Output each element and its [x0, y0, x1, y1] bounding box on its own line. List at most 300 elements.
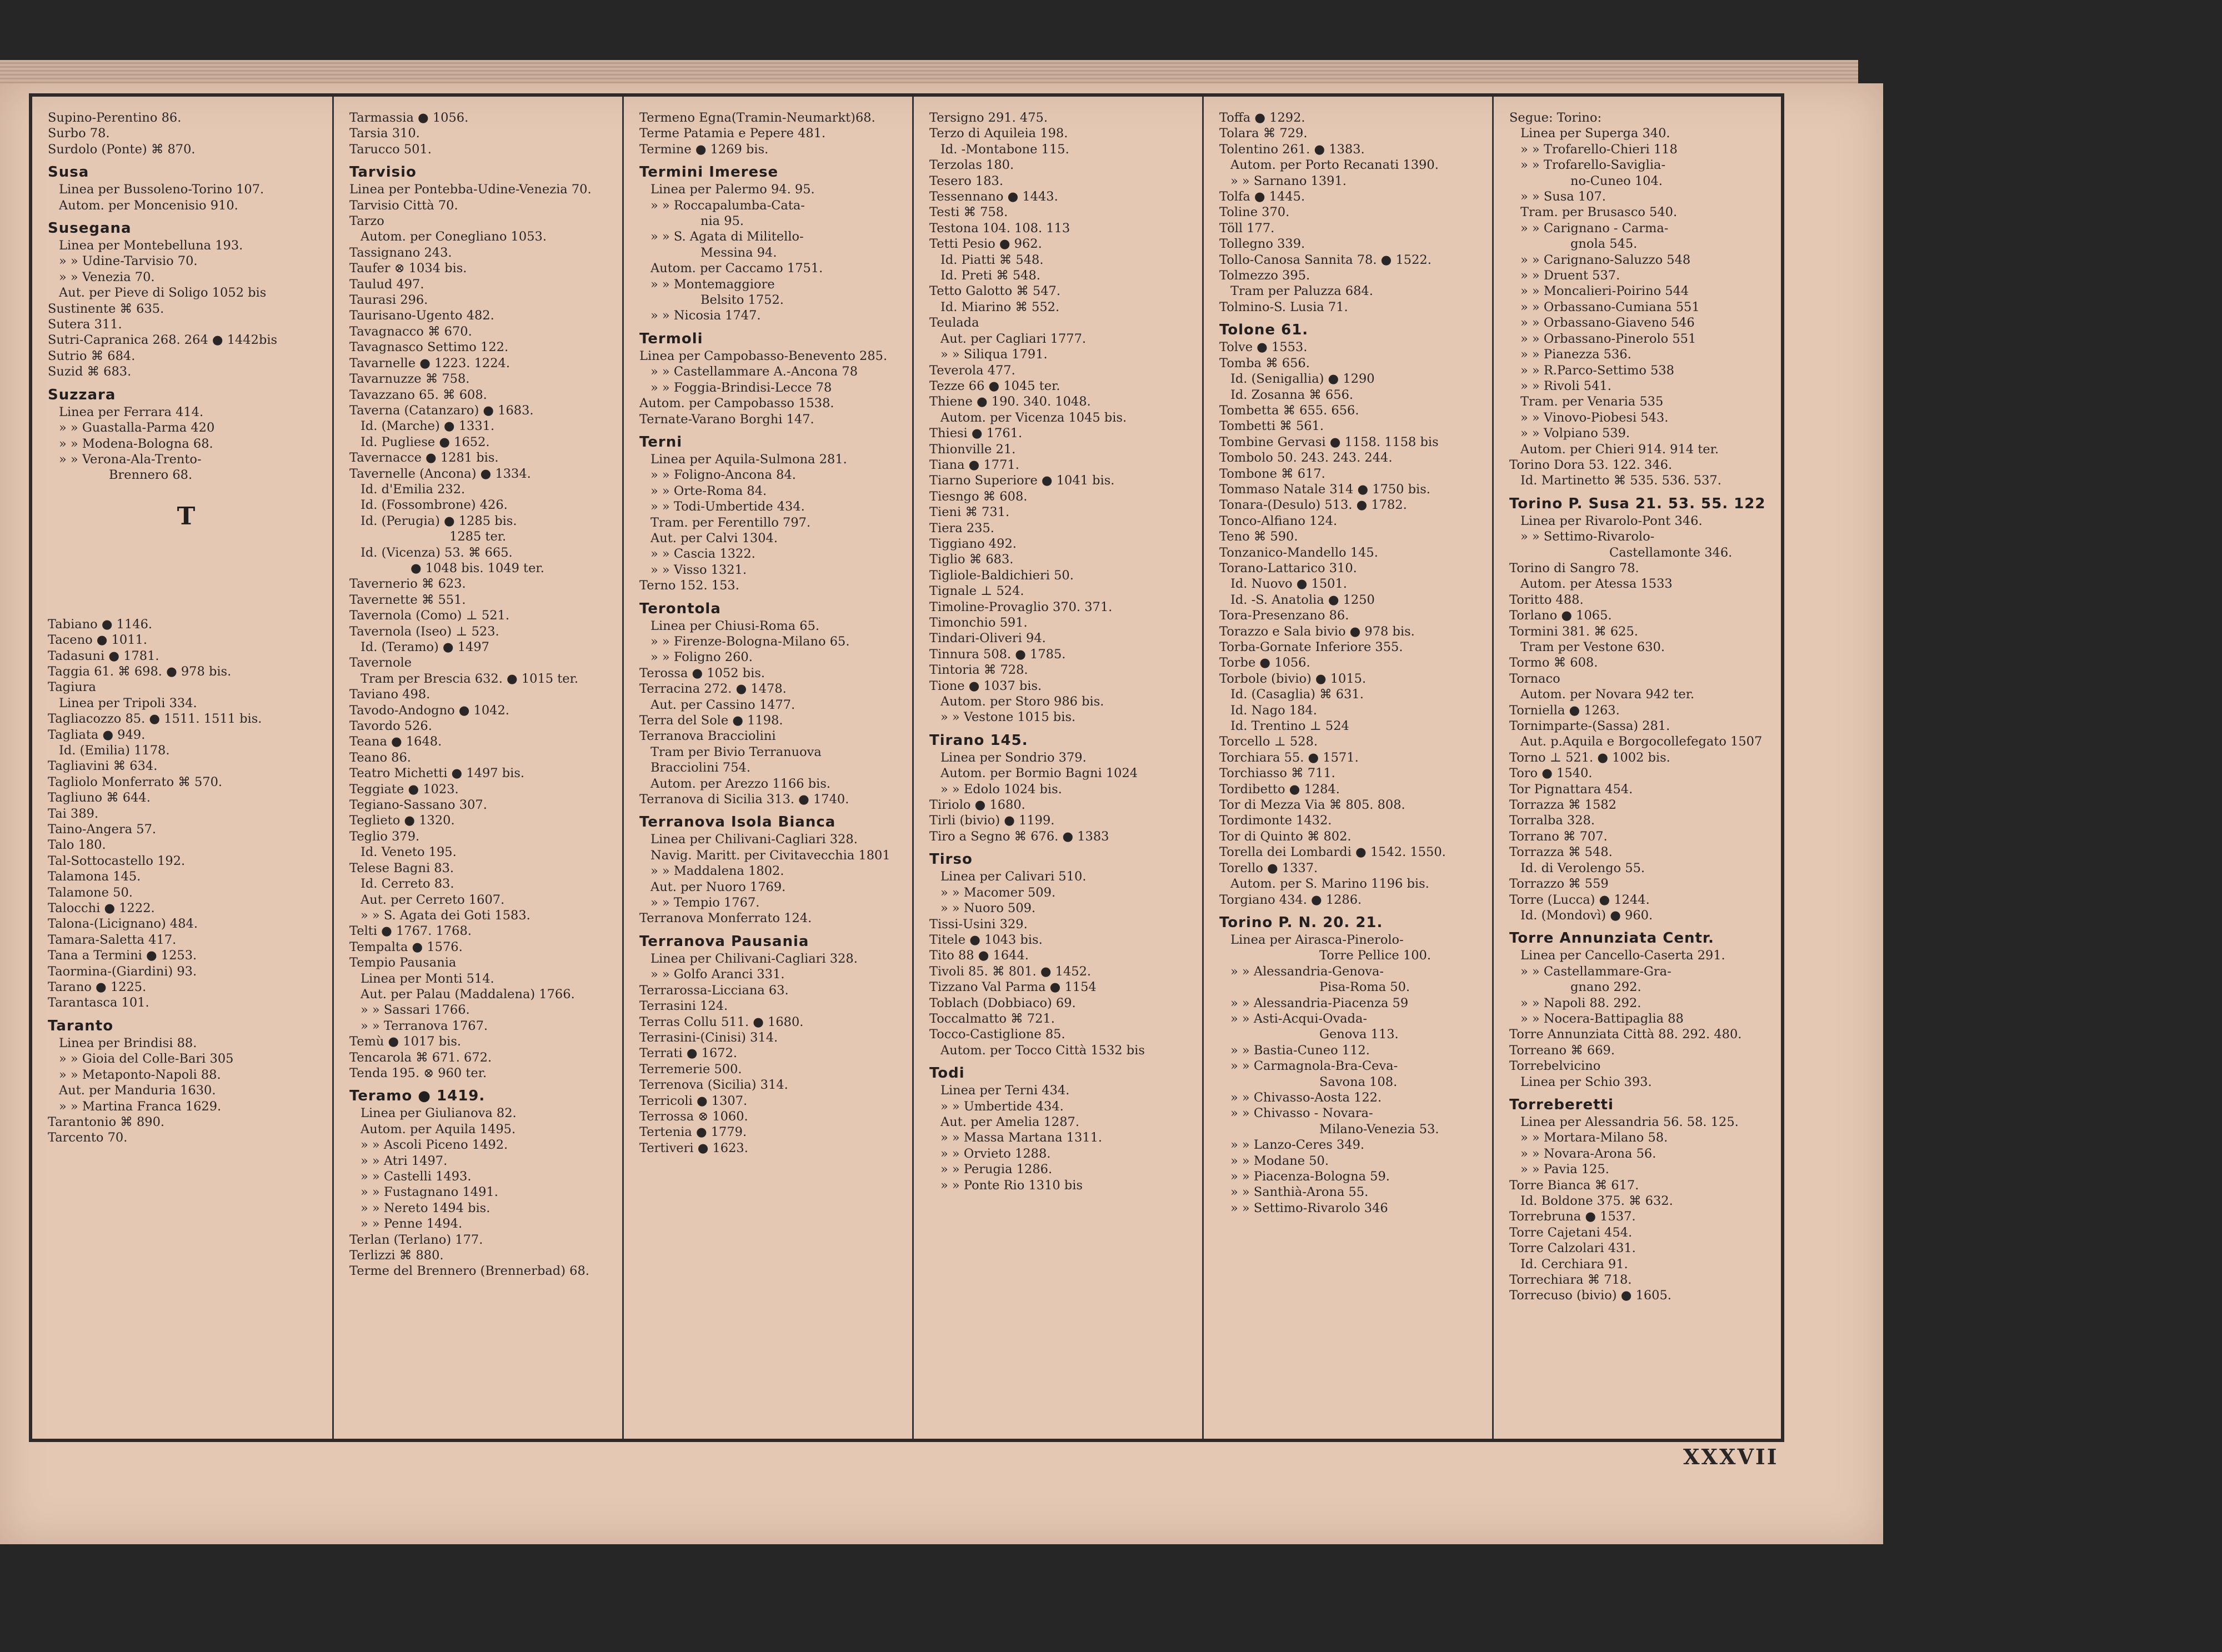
route-line: Linea per Chilivani-Cagliari 328. [650, 951, 858, 966]
index-entry: Taulud 497. [349, 277, 424, 292]
route-line: » » Alessandria-Genova- [1230, 964, 1384, 979]
route-line: » » Pavia 125. [1520, 1162, 1609, 1177]
route-line: Autom. per Porto Recanati 1390. [1230, 158, 1439, 173]
index-entry: Tiesngo ⌘ 608. [929, 489, 1028, 504]
route-line: Linea per Sondrio 379. [940, 750, 1087, 765]
index-entry: Tignale ⊥ 524. [929, 584, 1024, 599]
route-line: Id. -Montabone 115. [940, 142, 1069, 157]
index-entry: Timoline-Provaglio 370. 371. [929, 599, 1113, 614]
index-entry: Sustinente ⌘ 635. [48, 301, 164, 316]
route-line: Autom. per Atessa 1533 [1520, 577, 1673, 592]
route-line: » » Castellammare-Gra- [1520, 964, 1671, 979]
route-line: Linea per Cancello-Caserta 291. [1520, 948, 1725, 963]
index-entry: Töll 177. [1219, 221, 1275, 236]
route-line: Linea per Aquila-Sulmona 281. [650, 452, 847, 467]
route-line: » » Visso 1321. [650, 562, 747, 577]
index-entry: Teatro Michetti ● 1497 bis. [349, 766, 525, 781]
route-continuation: Pisa-Roma 50. [1319, 980, 1410, 995]
route-line: Id. Pugliese ● 1652. [361, 434, 490, 449]
index-entry: Thiene ● 190. 340. 1048. [929, 394, 1091, 409]
route-continuation: Genova 113. [1319, 1027, 1399, 1042]
index-column-3 [622, 97, 912, 1439]
index-entry: Tavagnacco ⌘ 670. [349, 324, 472, 339]
index-entry: Tabiano ● 1146. [48, 617, 153, 632]
route-line: Linea per Brindisi 88. [59, 1035, 197, 1050]
route-line: Linea per Airasca-Pinerolo- [1230, 932, 1404, 947]
index-entry: Tavernacce ● 1281 bis. [349, 450, 499, 465]
index-entry: Tavagnasco Settimo 122. [349, 340, 509, 355]
route-line: » » Fustagnano 1491. [361, 1185, 498, 1200]
index-entry: Sutera 311. [48, 317, 122, 332]
route-line: » » Golfo Aranci 331. [650, 967, 785, 982]
index-entry: Tor di Quinto ⌘ 802. [1219, 829, 1352, 844]
route-line: Id. Martinetto ⌘ 535. 536. 537. [1520, 473, 1721, 488]
index-entry: Torbole (bivio) ● 1015. [1219, 671, 1367, 686]
index-entry: Teulada [929, 316, 979, 331]
index-entry: Tavarnelle ● 1223. 1224. [349, 356, 510, 371]
route-line: » » Chivasso - Novara- [1230, 1106, 1373, 1121]
route-line: Aut. p.Aquila e Borgocollefegato 1507 [1520, 734, 1763, 749]
index-entry: Torella dei Lombardi ● 1542. 1550. [1219, 845, 1446, 860]
route-line: Aut. per Nuoro 1769. [650, 879, 786, 894]
index-entry: Torre Calzolari 431. [1509, 1241, 1636, 1256]
index-entry: Surdolo (Ponte) ⌘ 870. [48, 142, 196, 157]
index-entry: Terossa ● 1052 bis. [639, 665, 765, 680]
index-entry: Tavernola (Iseo) ⊥ 523. [349, 624, 499, 639]
index-entry: Tiro a Segno ⌘ 676. ● 1383 [929, 829, 1109, 844]
index-entry: Timonchio 591. [929, 615, 1028, 630]
index-entry: Linea per Pontebba-Udine-Venezia 70. [349, 182, 592, 197]
route-line: Autom. per Moncenisio 910. [59, 198, 238, 213]
route-line: » » Alessandria-Piacenza 59 [1230, 995, 1409, 1010]
route-continuation: Milano-Venezia 53. [1319, 1122, 1439, 1137]
index-entry: Torchiasso ⌘ 711. [1219, 766, 1335, 781]
route-line: » » Santhià-Arona 55. [1230, 1185, 1369, 1200]
index-entry: Tagliacozzo 85. ● 1511. 1511 bis. [48, 712, 262, 727]
index-entry: Tonzanico-Mandello 145. [1219, 545, 1378, 560]
route-line: » » Gioia del Colle-Bari 305 [59, 1052, 234, 1067]
index-entry: Terlan (Terlano) 177. [349, 1232, 483, 1247]
index-entry: Thionville 21. [929, 442, 1016, 457]
index-entry: Toffa ● 1292. [1219, 111, 1305, 125]
route-line: » » Terranova 1767. [361, 1018, 488, 1033]
index-entry: Terme Patamia e Pepere 481. [639, 126, 826, 141]
index-entry: Tarzo [349, 214, 384, 229]
index-entry: Torre Cajetani 454. [1509, 1225, 1633, 1240]
index-entry: Tiarno Superiore ● 1041 bis. [929, 473, 1115, 488]
route-line: Id. Trentino ⊥ 524 [1230, 719, 1349, 734]
index-entry: Tagliolo Monferrato ⌘ 570. [48, 774, 223, 789]
route-line: » » Cascia 1322. [650, 547, 755, 562]
route-line: » » Piacenza-Bologna 59. [1230, 1169, 1390, 1184]
index-entry: Tormo ⌘ 608. [1509, 655, 1598, 670]
index-entry: Taufer ⊗ 1034 bis. [349, 261, 467, 276]
index-entry: Tiana ● 1771. [929, 457, 1019, 472]
route-line: Autom. per Arezzo 1166 bis. [650, 776, 831, 791]
route-line: Tram. per Ferentillo 797. [650, 515, 811, 530]
station-heading: Terni [639, 433, 683, 450]
route-line: » » Nuoro 509. [940, 901, 1036, 916]
station-heading: Terontola [639, 600, 721, 617]
station-heading: Taranto [48, 1017, 114, 1034]
route-line: Id. (Fossombrone) 426. [361, 498, 508, 513]
index-entry: Tombolo 50. 243. 243. 244. [1219, 450, 1393, 465]
route-line: Autom. per Tocco Città 1532 bis [940, 1043, 1145, 1058]
route-line: » » Castelli 1493. [361, 1169, 472, 1184]
route-line: Linea per Ferrara 414. [59, 404, 204, 419]
index-entry: Torazzo e Sala bivio ● 978 bis. [1219, 624, 1415, 639]
route-line: » » Guastalla-Parma 420 [59, 420, 215, 435]
route-line: » » Tempio 1767. [650, 895, 760, 910]
route-line: » » Firenze-Bologna-Milano 65. [650, 634, 850, 649]
index-entry: Linea per Campobasso-Benevento 285. [639, 348, 888, 363]
route-continuation: Belsito 1752. [700, 293, 784, 308]
index-entry: Terlizzi ⌘ 880. [349, 1248, 444, 1263]
index-entry: Tarantonio ⌘ 890. [48, 1114, 165, 1129]
index-entry: Tolfa ● 1445. [1219, 189, 1305, 204]
index-entry: Toro ● 1540. [1509, 766, 1593, 781]
index-entry: Tolentino 261. ● 1383. [1219, 142, 1365, 157]
index-column-5 [1202, 97, 1492, 1439]
route-line: Autom. per Storo 986 bis. [940, 694, 1104, 709]
index-entry: Tenda 195. ⊗ 960 ter. [349, 1065, 487, 1080]
index-entry: Tintoria ⌘ 728. [929, 663, 1028, 678]
index-entry: Terrasini-(Cinisi) 314. [639, 1030, 778, 1045]
index-entry: Torralba 328. [1509, 813, 1595, 828]
route-line: » » Bastia-Cuneo 112. [1230, 1043, 1370, 1058]
route-line: » » Castellammare A.-Ancona 78 [650, 364, 858, 379]
index-entry: Tolara ⌘ 729. [1219, 126, 1308, 141]
route-line: » » Macomer 509. [940, 885, 1056, 900]
route-line: Id. Cerreto 83. [361, 877, 454, 892]
index-entry: Tavodo-Andogno ● 1042. [349, 703, 509, 718]
index-column-1 [32, 97, 332, 1439]
index-entry: Torre Annunziata Città 88. 292. 480. [1509, 1027, 1742, 1042]
route-line: Linea per Chiusi-Roma 65. [650, 618, 820, 633]
index-entry: Teno ⌘ 590. [1219, 529, 1298, 544]
route-line: » » Settimo-Rivarolo- [1520, 529, 1655, 544]
route-line: » » Modane 50. [1230, 1153, 1329, 1168]
route-line: Id. Zosanna ⌘ 656. [1230, 387, 1354, 402]
index-entry: Ternate-Varano Borghi 147. [639, 412, 814, 427]
index-entry: Tora-Presenzano 86. [1219, 608, 1349, 623]
route-line: Autom. per Novara 942 ter. [1520, 687, 1695, 702]
route-line: Id. Preti ⌘ 548. [940, 268, 1040, 283]
index-entry: Tirli (bivio) ● 1199. [929, 813, 1055, 828]
route-line: Autom. per Caccamo 1751. [650, 261, 823, 276]
route-line: » » Carignano-Saluzzo 548 [1520, 252, 1691, 267]
index-entry: Toline 370. [1219, 205, 1290, 220]
index-entry: Tamara-Saletta 417. [48, 932, 177, 947]
index-entry: Talocchi ● 1222. [48, 901, 155, 916]
index-entry: Taino-Angera 57. [48, 822, 157, 837]
route-line: » » Umbertide 434. [940, 1099, 1064, 1114]
route-line: Id. Nuovo ● 1501. [1230, 577, 1347, 592]
index-entry: Tarcento 70. [48, 1130, 128, 1145]
index-entry: Tocco-Castiglione 85. [929, 1027, 1065, 1042]
index-entry: Tomba ⌘ 656. [1219, 356, 1310, 371]
index-entry: Torcello ⊥ 528. [1219, 734, 1318, 749]
route-line: Aut. per Pieve di Soligo 1052 bis [59, 286, 267, 301]
route-continuation: gnola 545. [1570, 237, 1638, 252]
index-entry: Telese Bagni 83. [349, 860, 454, 875]
route-line: Linea per Bussoleno-Torino 107. [59, 182, 264, 197]
index-entry: Testona 104. 108. 113 [929, 221, 1070, 236]
index-entry: Termeno Egna(Tramin-Neumarkt)68. [639, 111, 875, 125]
route-line: Linea per Terni 434. [940, 1083, 1070, 1098]
index-entry: Tigliole-Baldichieri 50. [929, 568, 1074, 583]
route-line: Tram. per Venaria 535 [1520, 394, 1664, 409]
route-line: » » Modena-Bologna 68. [59, 436, 213, 451]
index-entry: Tizzano Val Parma ● 1154 [929, 980, 1097, 995]
index-entry: Tavernerio ⌘ 623. [349, 577, 466, 592]
index-entry: Torino Dora 53. 122. 346. [1509, 457, 1673, 472]
index-entry: Terrossa ⊗ 1060. [639, 1109, 748, 1124]
route-line: Tram. per Brusasco 540. [1520, 205, 1678, 220]
index-entry: Tonara-(Desulo) 513. ● 1782. [1219, 498, 1407, 513]
route-line: Linea per Calivari 510. [940, 869, 1087, 884]
route-line: Linea per Superga 340. [1520, 126, 1670, 141]
route-line: » » Perugia 1286. [940, 1162, 1053, 1177]
route-line: » » Todi-Umbertide 434. [650, 499, 805, 514]
index-entry: Tadasuni ● 1781. [48, 648, 159, 663]
route-line: » » Venezia 70. [59, 269, 155, 284]
route-line: » » Penne 1494. [361, 1217, 463, 1232]
index-entry: Tarano ● 1225. [48, 980, 147, 995]
index-entry: Tarmassia ● 1056. [349, 111, 469, 125]
index-entry: Supino-Perentino 86. [48, 111, 182, 125]
index-entry: Taverna (Catanzaro) ● 1683. [349, 403, 534, 418]
station-heading: Teramo ● 1419. [349, 1088, 486, 1105]
index-entry: Torbe ● 1056. [1219, 655, 1310, 670]
index-entry: Torno ⊥ 521. ● 1002 bis. [1509, 750, 1670, 765]
route-line: » » Roccapalumba-Cata- [650, 198, 805, 213]
index-entry: Terra del Sole ● 1198. [639, 713, 783, 728]
index-entry: Tordibetto ● 1284. [1219, 782, 1340, 797]
index-entry: Tombone ⌘ 617. [1219, 466, 1325, 481]
route-line: » » Vestone 1015 bis. [940, 710, 1076, 725]
index-entry: Taggia 61. ⌘ 698. ● 978 bis. [48, 664, 232, 679]
index-entry: Terranova Bracciolini [639, 729, 776, 744]
route-line: Id. (Teramo) ● 1497 [361, 640, 489, 654]
index-entry: Teglio 379. [349, 829, 420, 844]
index-entry: Tommaso Natale 314 ● 1750 bis. [1219, 482, 1430, 497]
index-entry: Torino di Sangro 78. [1509, 560, 1639, 575]
index-entry: Torba-Gornate Inferiore 355. [1219, 640, 1403, 654]
index-entry: Tornimparte-(Sassa) 281. [1509, 719, 1670, 734]
route-line: Autom. per S. Marino 1196 bis. [1230, 877, 1429, 892]
index-entry: Taceno ● 1011. [48, 633, 147, 648]
index-entry: Tegiano-Sassano 307. [349, 798, 487, 813]
route-line: Autom. per Chieri 914. 914 ter. [1520, 442, 1719, 457]
route-line: » » Nereto 1494 bis. [361, 1200, 491, 1215]
route-line: Autom. per Aquila 1495. [361, 1122, 516, 1137]
route-continuation: no-Cuneo 104. [1570, 173, 1663, 188]
index-entry: Terrarossa-Licciana 63. [639, 983, 789, 998]
section-letter: T [177, 502, 196, 530]
route-line: Linea per Schio 393. [1520, 1074, 1652, 1089]
index-entry: Autom. per Campobasso 1538. [639, 396, 834, 411]
route-line: Id. (Casaglia) ⌘ 631. [1230, 687, 1364, 702]
index-entry: Tavernette ⌘ 551. [349, 592, 466, 607]
route-line: » » Lanzo-Ceres 349. [1230, 1138, 1365, 1153]
index-entry: Temù ● 1017 bis. [349, 1034, 462, 1049]
route-line: » » Verona-Ala-Trento- [59, 452, 202, 467]
index-entry: Tollegno 339. [1219, 237, 1305, 252]
route-line: » » Nocera-Battipaglia 88 [1520, 1011, 1684, 1026]
route-line: » » Vinovo-Piobesi 543. [1520, 410, 1669, 425]
index-entry: Tavordo 526. [349, 719, 432, 734]
index-entry: Torreano ⌘ 669. [1509, 1043, 1615, 1058]
index-entry: Tetti Pesio ● 962. [929, 237, 1042, 252]
station-heading: Todi [929, 1065, 965, 1082]
route-line: » » Ponte Rio 1310 bis [940, 1178, 1083, 1193]
index-entry: Torre Bianca ⌘ 617. [1509, 1178, 1639, 1193]
route-line: » » Susa 107. [1520, 189, 1606, 204]
route-line: » » Rivoli 541. [1520, 378, 1612, 393]
index-entry: Tombetta ⌘ 655. 656. [1219, 403, 1359, 418]
route-continuation: ● 1048 bis. 1049 ter. [411, 560, 544, 575]
index-entry: Tornaco [1509, 671, 1560, 686]
route-line: Linea per Giulianova 82. [361, 1106, 517, 1121]
route-continuation: Messina 94. [700, 245, 777, 260]
index-entry: Tonco-Alfiano 124. [1219, 513, 1338, 528]
route-line: Id. (Perugia) ● 1285 bis. [361, 513, 517, 528]
index-entry: Terranova di Sicilia 313. ● 1740. [639, 792, 849, 807]
index-entry: Torrazzo ⌘ 559 [1509, 877, 1609, 892]
route-line: » » Carignano - Carma- [1520, 221, 1669, 236]
route-line: Aut. per Manduria 1630. [59, 1083, 216, 1098]
index-entry: Tavernelle (Ancona) ● 1334. [349, 466, 531, 481]
index-entry: Taviano 498. [349, 687, 431, 702]
index-entry: Tetto Galotto ⌘ 547. [929, 284, 1061, 299]
index-entry: Terremerie 500. [639, 1062, 742, 1077]
route-line: » » Edolo 1024 bis. [940, 782, 1062, 797]
index-entry: Tollo-Canosa Sannita 78. ● 1522. [1219, 252, 1432, 267]
index-entry: Talamone 50. [48, 885, 133, 900]
route-line: » » Sarnano 1391. [1230, 173, 1347, 188]
route-line: Linea per Rivarolo-Pont 346. [1520, 513, 1703, 528]
station-heading: Torre Annunziata Centr. [1509, 930, 1714, 947]
index-entry: Talamona 145. [48, 869, 141, 884]
route-line: » » Foligno-Ancona 84. [650, 468, 796, 483]
index-entry: Tolve ● 1553. [1219, 340, 1308, 355]
index-entry: Tito 88 ● 1644. [929, 948, 1029, 963]
index-entry: Terno 152. 153. [639, 578, 739, 593]
index-entry: Tavernole [349, 655, 412, 670]
route-line: » » Trofarello-Saviglia- [1520, 158, 1666, 173]
route-line: Id. (Senigallia) ● 1290 [1230, 372, 1375, 387]
index-entry: Tinnura 508. ● 1785. [929, 647, 1066, 662]
index-entry: Thiesi ● 1761. [929, 426, 1023, 441]
index-entry: Toblach (Dobbiaco) 69. [929, 995, 1076, 1010]
index-entry: Torrano ⌘ 707. [1509, 829, 1608, 844]
index-entry: Tagiura [48, 680, 96, 695]
route-line: Aut. per Amelia 1287. [940, 1114, 1079, 1129]
route-line: Tram per Vestone 630. [1520, 640, 1665, 654]
route-line: » » Orbassano-Pinerolo 551 [1520, 331, 1696, 346]
route-line: Id. Cerchiara 91. [1520, 1256, 1628, 1271]
station-heading: Tirso [929, 851, 973, 868]
route-line: Navig. Maritt. per Civitavecchia 1801 [650, 848, 890, 863]
route-line: » » Orvieto 1288. [940, 1146, 1051, 1161]
index-entry: Tiggiano 492. [929, 536, 1017, 551]
route-continuation: 1285 ter. [449, 529, 507, 544]
index-entry: Tombetti ⌘ 561. [1219, 419, 1324, 434]
route-line: » » Novara-Arona 56. [1520, 1146, 1657, 1161]
index-entry: Tarsia 310. [349, 126, 420, 141]
index-entry: Tempalta ● 1576. [349, 939, 463, 954]
index-entry: Titele ● 1043 bis. [929, 932, 1043, 947]
route-line: » » Atri 1497. [361, 1153, 448, 1168]
station-heading: Torino P. N. 20. 21. [1219, 914, 1383, 931]
route-line: » » Siliqua 1791. [940, 347, 1048, 362]
index-entry: Telti ● 1767. 1768. [349, 924, 472, 939]
index-entry: Talo 180. [48, 838, 106, 853]
route-line: » » Pianezza 536. [1520, 347, 1632, 362]
index-entry: Torrebruna ● 1537. [1509, 1209, 1636, 1224]
index-entry: Tione ● 1037 bis. [929, 678, 1042, 693]
index-entry: Tiglio ⌘ 683. [929, 552, 1014, 567]
route-line: Id. Boldone 375. ⌘ 632. [1520, 1194, 1673, 1208]
index-entry: Tencarola ⌘ 671. 672. [349, 1050, 492, 1065]
route-line: Autom. per Vicenza 1045 bis. [940, 410, 1127, 425]
index-entry: Tor Pignattara 454. [1509, 782, 1633, 797]
route-line: » » Mortara-Milano 58. [1520, 1130, 1668, 1145]
index-entry: Torrazza ⌘ 1582 [1509, 798, 1617, 813]
index-entry: Tordimonte 1432. [1219, 813, 1332, 828]
index-entry: Tavernola (Como) ⊥ 521. [349, 608, 510, 623]
station-heading: Tarvisio [349, 164, 417, 181]
route-line: » » Settimo-Rivarolo 346 [1230, 1200, 1388, 1215]
route-line: » » S. Agata dei Goti 1583. [361, 908, 531, 923]
index-column-6 [1492, 97, 1781, 1439]
index-entry: Torre (Lucca) ● 1244. [1509, 892, 1650, 907]
route-line: » » Orte-Roma 84. [650, 483, 767, 498]
route-line: Linea per Alessandria 56. 58. 125. [1520, 1114, 1739, 1129]
route-line: » » Martina Franca 1629. [59, 1099, 222, 1114]
index-entry: Torrecuso (bivio) ● 1605. [1509, 1288, 1671, 1303]
index-entry: Tiriolo ● 1680. [929, 798, 1025, 813]
index-entry: Terranova Monferrato 124. [639, 911, 812, 926]
route-continuation: nia 95. [700, 214, 744, 229]
index-entry: Terras Collu 511. ● 1680. [639, 1014, 804, 1029]
index-entry: Tavarnuzze ⌘ 758. [349, 372, 470, 387]
index-entry: Tempio Pausania [349, 955, 457, 970]
station-heading: Terranova Isola Bianca [639, 814, 836, 831]
index-entry: Torlano ● 1065. [1509, 608, 1612, 623]
index-entry: Tertenia ● 1779. [639, 1125, 747, 1140]
index-entry: Teana ● 1648. [349, 734, 442, 749]
index-entry: Torrebelvicino [1509, 1059, 1601, 1074]
station-heading: Susa [48, 164, 89, 181]
index-column-4 [912, 97, 1202, 1439]
route-continuation: Brennero 68. [109, 468, 193, 483]
index-entry: Tarvisio Città 70. [349, 198, 458, 213]
route-line: » » Chivasso-Aosta 122. [1230, 1090, 1382, 1105]
page-number: XXXVII [1683, 1444, 1779, 1469]
station-heading: Termini Imerese [639, 164, 779, 181]
route-line: Tram per Paluzza 684. [1230, 284, 1373, 299]
route-line: » » Orbassano-Giaveno 546 [1520, 316, 1695, 331]
index-entry: Tal-Sottocastello 192. [48, 853, 186, 868]
index-entry: Tindari-Oliveri 94. [929, 631, 1046, 646]
route-line: Id. Piatti ⌘ 548. [940, 252, 1044, 267]
station-heading: Torino P. Susa 21. 53. 55. 122 [1509, 495, 1766, 512]
route-line: Aut. per Cagliari 1777. [940, 331, 1087, 346]
station-heading: Tirano 145. [929, 732, 1028, 749]
route-line: Linea per Monti 514. [361, 971, 494, 986]
